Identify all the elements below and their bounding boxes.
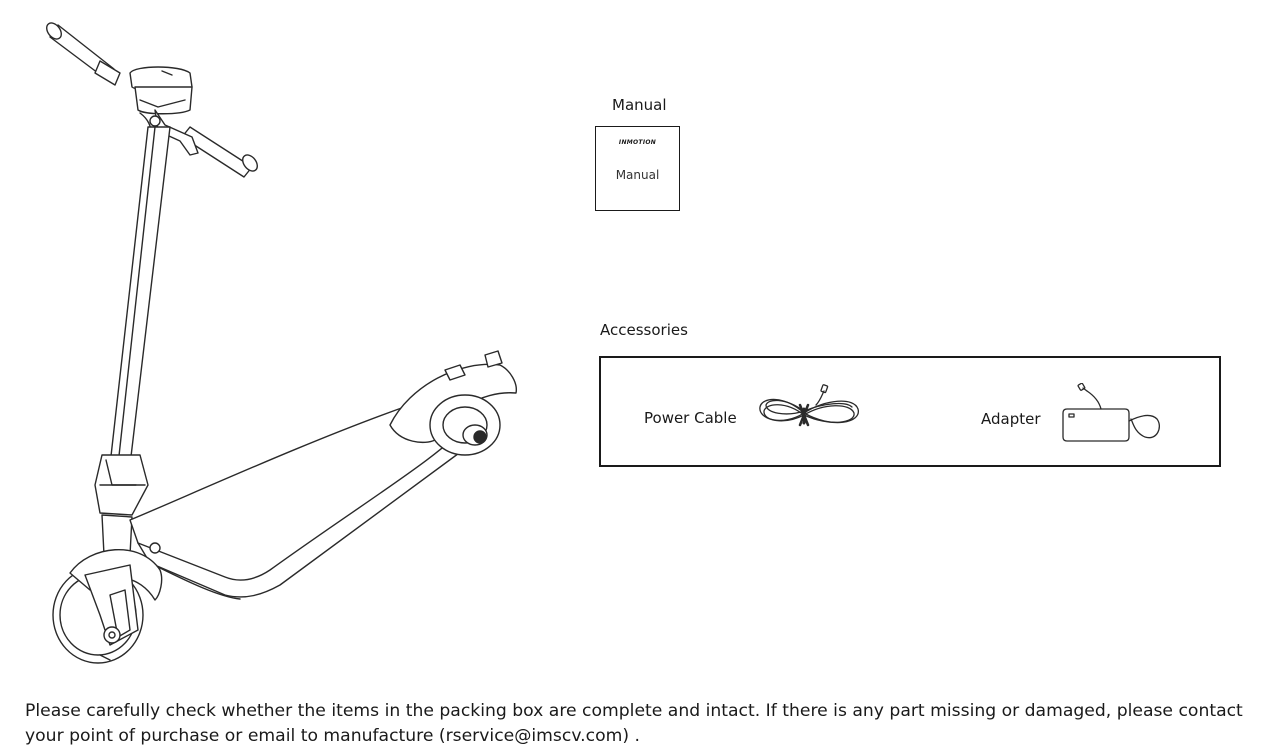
adapter-label: Adapter: [981, 410, 1041, 428]
manual-box-title: Manual: [615, 168, 660, 182]
scooter-illustration: [40, 15, 540, 675]
stem: [110, 127, 170, 465]
manual-booklet: [595, 126, 680, 211]
manual-section-label: Manual: [612, 96, 667, 114]
accessories-box: [599, 356, 1221, 467]
front-wheel: [53, 550, 162, 663]
power-cable-icon: [754, 383, 866, 443]
rear-wheel: [390, 351, 516, 455]
adapter-icon: [1061, 383, 1165, 449]
accessories-section-label: Accessories: [600, 321, 688, 339]
packing-check-notice: Please carefully check whether the items in the packing box are complete and intact. If there is any part missing or damaged, please contact your point of purchase or email to manufacture (rservice@imscv.com) .: [25, 701, 1243, 746]
power-cable-label: Power Cable: [644, 409, 737, 427]
manual-brand-logo: INMOTION: [618, 139, 657, 146]
